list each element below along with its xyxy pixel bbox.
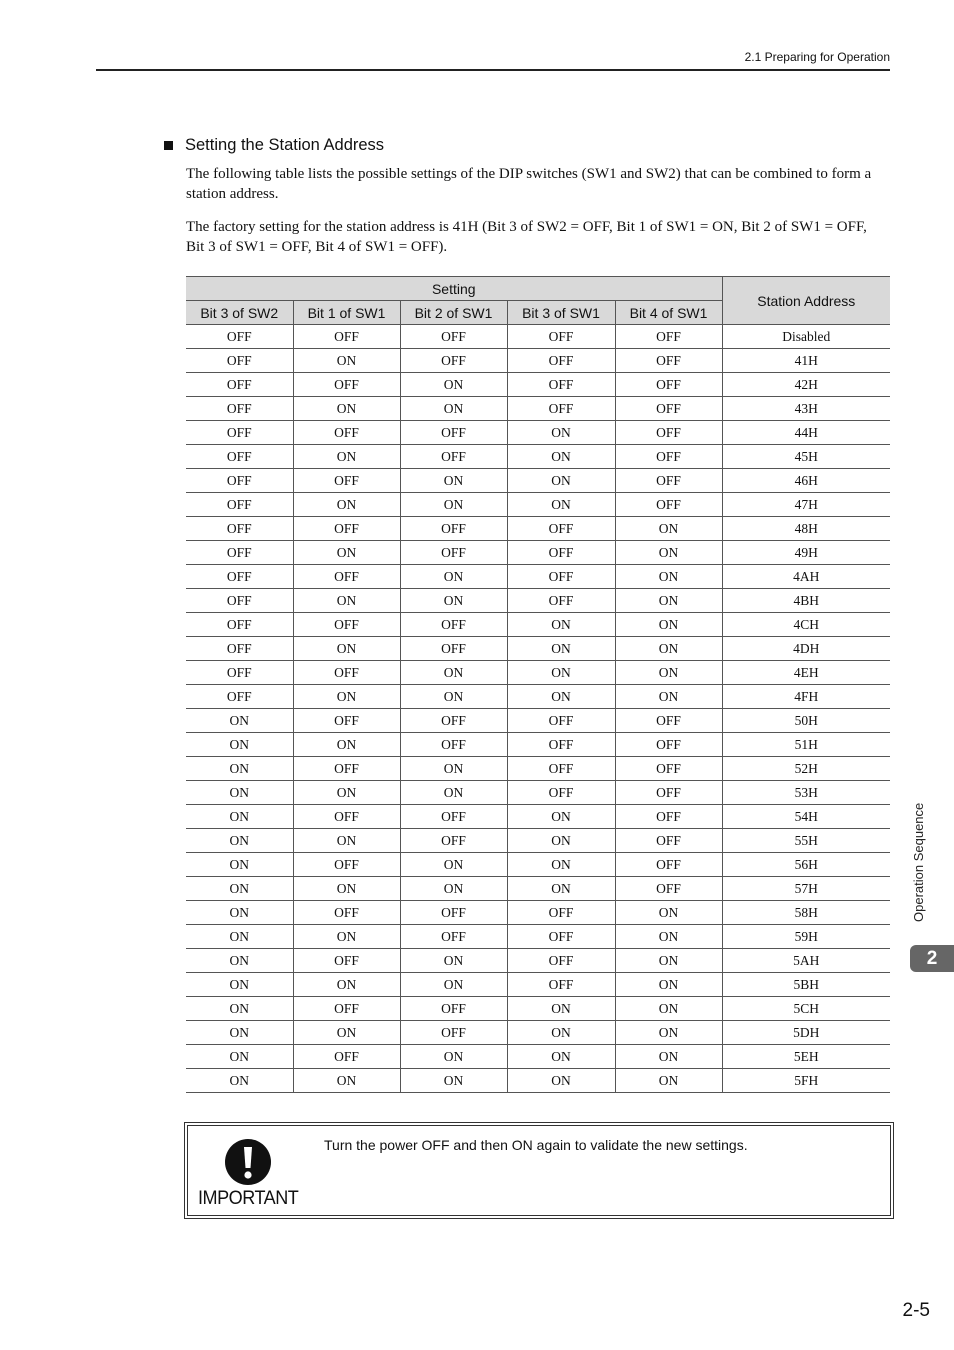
- switch-state-cell: OFF: [615, 829, 722, 853]
- table-row: [186, 781, 890, 805]
- switch-state-cell: OFF: [400, 829, 507, 853]
- switch-state-cell: OFF: [507, 325, 615, 349]
- table-row: [186, 373, 890, 397]
- switch-state-cell: OFF: [293, 901, 400, 925]
- switch-state-cell: OFF: [507, 901, 615, 925]
- switch-state-cell: OFF: [293, 757, 400, 781]
- header-rule: [96, 69, 890, 71]
- switch-state-cell: OFF: [293, 325, 400, 349]
- switch-state-cell: OFF: [186, 589, 293, 613]
- table-row: [186, 541, 890, 565]
- switch-state-cell: OFF: [186, 421, 293, 445]
- switch-state-cell: OFF: [186, 565, 293, 589]
- station-address-cell: 57H: [722, 877, 890, 901]
- station-address-cell: 49H: [722, 541, 890, 565]
- table-row: [186, 757, 890, 781]
- table-body: [186, 325, 890, 1093]
- switch-state-cell: OFF: [507, 973, 615, 997]
- switch-state-cell: ON: [400, 757, 507, 781]
- station-address-cell: 4AH: [722, 565, 890, 589]
- switch-state-cell: OFF: [186, 613, 293, 637]
- switch-state-cell: ON: [507, 853, 615, 877]
- running-header: 2.1 Preparing for Operation: [744, 50, 890, 64]
- station-address-table: [186, 276, 890, 1093]
- switch-state-cell: OFF: [400, 997, 507, 1021]
- switch-state-cell: OFF: [293, 613, 400, 637]
- switch-state-cell: ON: [186, 1045, 293, 1069]
- switch-state-cell: OFF: [507, 709, 615, 733]
- switch-state-cell: OFF: [615, 733, 722, 757]
- switch-state-cell: OFF: [293, 997, 400, 1021]
- switch-state-cell: OFF: [507, 949, 615, 973]
- switch-state-cell: OFF: [507, 397, 615, 421]
- switch-state-cell: OFF: [507, 517, 615, 541]
- table-row: [186, 397, 890, 421]
- station-address-cell: 4BH: [722, 589, 890, 613]
- switch-state-cell: OFF: [400, 541, 507, 565]
- square-bullet-icon: [164, 141, 173, 150]
- switch-state-cell: ON: [400, 493, 507, 517]
- station-address-cell: 4EH: [722, 661, 890, 685]
- switch-state-cell: OFF: [293, 517, 400, 541]
- table-row: [186, 1021, 890, 1045]
- switch-state-cell: OFF: [293, 853, 400, 877]
- switch-state-cell: ON: [293, 1069, 400, 1093]
- column-header: Bit 3 of SW2: [186, 301, 293, 325]
- switch-state-cell: OFF: [507, 565, 615, 589]
- setting-header: Setting: [186, 277, 722, 301]
- switch-state-cell: ON: [293, 733, 400, 757]
- table-row: [186, 925, 890, 949]
- switch-state-cell: OFF: [400, 709, 507, 733]
- switch-state-cell: OFF: [400, 805, 507, 829]
- switch-state-cell: ON: [293, 637, 400, 661]
- switch-state-cell: ON: [615, 637, 722, 661]
- switch-state-cell: ON: [507, 877, 615, 901]
- exclamation-icon: [224, 1138, 272, 1186]
- page-number: 2-5: [902, 1300, 930, 1321]
- switch-state-cell: OFF: [615, 805, 722, 829]
- column-header: Bit 1 of SW1: [293, 301, 400, 325]
- switch-state-cell: OFF: [400, 517, 507, 541]
- station-address-cell: 59H: [722, 925, 890, 949]
- switch-state-cell: ON: [615, 517, 722, 541]
- switch-state-cell: OFF: [507, 373, 615, 397]
- switch-state-cell: OFF: [507, 589, 615, 613]
- switch-state-cell: OFF: [293, 709, 400, 733]
- switch-state-cell: ON: [400, 685, 507, 709]
- table-row: [186, 901, 890, 925]
- switch-state-cell: ON: [615, 613, 722, 637]
- station-address-cell: 43H: [722, 397, 890, 421]
- switch-state-cell: ON: [615, 1069, 722, 1093]
- switch-state-cell: ON: [507, 685, 615, 709]
- switch-state-cell: ON: [507, 661, 615, 685]
- switch-state-cell: ON: [400, 565, 507, 589]
- switch-state-cell: OFF: [615, 757, 722, 781]
- switch-state-cell: OFF: [615, 349, 722, 373]
- table-row: [186, 853, 890, 877]
- switch-state-cell: ON: [186, 925, 293, 949]
- switch-state-cell: OFF: [293, 421, 400, 445]
- station-address-cell: 5CH: [722, 997, 890, 1021]
- station-address-cell: 45H: [722, 445, 890, 469]
- switch-state-cell: ON: [293, 973, 400, 997]
- switch-state-cell: ON: [400, 949, 507, 973]
- switch-state-cell: ON: [293, 589, 400, 613]
- switch-state-cell: ON: [186, 877, 293, 901]
- table-row: [186, 613, 890, 637]
- switch-state-cell: ON: [293, 925, 400, 949]
- switch-state-cell: OFF: [293, 805, 400, 829]
- switch-state-cell: OFF: [400, 613, 507, 637]
- table-row: [186, 829, 890, 853]
- station-address-cell: 48H: [722, 517, 890, 541]
- switch-state-cell: OFF: [186, 493, 293, 517]
- switch-state-cell: ON: [186, 709, 293, 733]
- switch-state-cell: OFF: [400, 421, 507, 445]
- switch-state-cell: OFF: [186, 685, 293, 709]
- table-row: [186, 325, 890, 349]
- switch-state-cell: ON: [507, 997, 615, 1021]
- station-address-cell: 51H: [722, 733, 890, 757]
- switch-state-cell: ON: [293, 349, 400, 373]
- station-address-cell: 4FH: [722, 685, 890, 709]
- station-address-cell: 5FH: [722, 1069, 890, 1093]
- station-address-cell: 56H: [722, 853, 890, 877]
- table-row: [186, 469, 890, 493]
- table-row: [186, 685, 890, 709]
- important-notice: [184, 1122, 894, 1219]
- table-row: [186, 949, 890, 973]
- important-label: IMPORTANT: [198, 1188, 299, 1209]
- switch-state-cell: OFF: [507, 757, 615, 781]
- switch-state-cell: ON: [615, 661, 722, 685]
- switch-state-cell: ON: [186, 829, 293, 853]
- table-row: [186, 1069, 890, 1093]
- switch-state-cell: OFF: [186, 373, 293, 397]
- switch-state-cell: ON: [615, 685, 722, 709]
- switch-state-cell: OFF: [186, 637, 293, 661]
- switch-state-cell: OFF: [615, 853, 722, 877]
- switch-state-cell: OFF: [400, 1021, 507, 1045]
- switch-state-cell: ON: [507, 805, 615, 829]
- switch-state-cell: ON: [507, 445, 615, 469]
- switch-state-cell: OFF: [615, 325, 722, 349]
- switch-state-cell: ON: [400, 589, 507, 613]
- switch-state-cell: OFF: [186, 445, 293, 469]
- station-address-cell: 50H: [722, 709, 890, 733]
- switch-state-cell: OFF: [615, 373, 722, 397]
- switch-state-cell: ON: [615, 541, 722, 565]
- column-header: Bit 2 of SW1: [400, 301, 507, 325]
- table-row: [186, 493, 890, 517]
- switch-state-cell: OFF: [293, 373, 400, 397]
- switch-state-cell: ON: [615, 973, 722, 997]
- switch-state-cell: ON: [615, 997, 722, 1021]
- switch-state-cell: OFF: [507, 733, 615, 757]
- switch-state-cell: OFF: [186, 469, 293, 493]
- switch-state-cell: ON: [507, 493, 615, 517]
- switch-state-cell: ON: [186, 949, 293, 973]
- switch-state-cell: OFF: [507, 541, 615, 565]
- switch-state-cell: ON: [293, 781, 400, 805]
- station-address-cell: 4DH: [722, 637, 890, 661]
- switch-state-cell: ON: [615, 901, 722, 925]
- switch-state-cell: OFF: [186, 517, 293, 541]
- switch-state-cell: ON: [186, 1021, 293, 1045]
- switch-state-cell: ON: [507, 637, 615, 661]
- switch-state-cell: OFF: [400, 445, 507, 469]
- switch-state-cell: ON: [293, 877, 400, 901]
- switch-state-cell: ON: [507, 469, 615, 493]
- switch-state-cell: OFF: [615, 709, 722, 733]
- table-row: [186, 445, 890, 469]
- station-address-cell: Disabled: [722, 325, 890, 349]
- table-row: [186, 1045, 890, 1069]
- switch-state-cell: OFF: [507, 349, 615, 373]
- table-row: [186, 349, 890, 373]
- switch-state-cell: OFF: [400, 349, 507, 373]
- switch-state-cell: OFF: [507, 925, 615, 949]
- station-address-cell: 41H: [722, 349, 890, 373]
- switch-state-cell: OFF: [293, 949, 400, 973]
- switch-state-cell: ON: [615, 565, 722, 589]
- switch-state-cell: ON: [186, 853, 293, 877]
- switch-state-cell: ON: [615, 589, 722, 613]
- switch-state-cell: ON: [400, 661, 507, 685]
- intro-paragraph: The following table lists the possible settings of the DIP switches (SW1 and SW2) that can be combined to form a station address.: [186, 166, 872, 202]
- switch-state-cell: ON: [186, 997, 293, 1021]
- switch-state-cell: OFF: [615, 781, 722, 805]
- switch-state-cell: OFF: [400, 925, 507, 949]
- chapter-side-label: Operation Sequence: [911, 802, 926, 922]
- switch-state-cell: OFF: [293, 661, 400, 685]
- switch-state-cell: ON: [293, 829, 400, 853]
- table-row: [186, 565, 890, 589]
- station-address-cell: 54H: [722, 805, 890, 829]
- switch-state-cell: ON: [186, 805, 293, 829]
- switch-state-cell: ON: [400, 877, 507, 901]
- switch-state-cell: OFF: [615, 397, 722, 421]
- switch-state-cell: ON: [400, 397, 507, 421]
- switch-state-cell: ON: [400, 973, 507, 997]
- switch-state-cell: ON: [293, 445, 400, 469]
- switch-state-cell: OFF: [400, 637, 507, 661]
- switch-state-cell: ON: [615, 949, 722, 973]
- switch-state-cell: ON: [293, 493, 400, 517]
- switch-state-cell: ON: [400, 1045, 507, 1069]
- table-row: [186, 973, 890, 997]
- station-address-cell: 42H: [722, 373, 890, 397]
- switch-state-cell: OFF: [615, 469, 722, 493]
- switch-state-cell: OFF: [186, 325, 293, 349]
- switch-state-cell: ON: [186, 733, 293, 757]
- switch-state-cell: OFF: [186, 349, 293, 373]
- table-row: [186, 805, 890, 829]
- switch-state-cell: ON: [293, 1021, 400, 1045]
- switch-state-cell: OFF: [400, 733, 507, 757]
- switch-state-cell: ON: [293, 397, 400, 421]
- section-heading-text: Setting the Station Address: [185, 136, 385, 154]
- station-address-header: Station Address: [722, 277, 890, 325]
- switch-state-cell: OFF: [507, 781, 615, 805]
- table-row: [186, 517, 890, 541]
- station-address-cell: 5EH: [722, 1045, 890, 1069]
- station-address-cell: 4CH: [722, 613, 890, 637]
- important-notice-inner: [187, 1125, 891, 1216]
- switch-state-cell: OFF: [293, 469, 400, 493]
- switch-state-cell: ON: [400, 1069, 507, 1093]
- important-text: Turn the power OFF and then ON again to validate the new settings.: [324, 1137, 748, 1153]
- station-address-cell: 5AH: [722, 949, 890, 973]
- switch-state-cell: OFF: [186, 541, 293, 565]
- station-address-cell: 5DH: [722, 1021, 890, 1045]
- switch-state-cell: ON: [615, 1021, 722, 1045]
- switch-state-cell: OFF: [615, 877, 722, 901]
- table-row: [186, 877, 890, 901]
- switch-state-cell: ON: [507, 613, 615, 637]
- station-address-cell: 53H: [722, 781, 890, 805]
- switch-state-cell: ON: [400, 853, 507, 877]
- switch-state-cell: ON: [186, 757, 293, 781]
- switch-state-cell: ON: [186, 1069, 293, 1093]
- switch-state-cell: ON: [400, 781, 507, 805]
- station-address-cell: 58H: [722, 901, 890, 925]
- switch-state-cell: ON: [400, 469, 507, 493]
- column-header: Bit 4 of SW1: [615, 301, 722, 325]
- switch-state-cell: OFF: [615, 445, 722, 469]
- station-address-cell: 44H: [722, 421, 890, 445]
- station-address-cell: 47H: [722, 493, 890, 517]
- switch-state-cell: OFF: [186, 397, 293, 421]
- table-row: [186, 997, 890, 1021]
- table-row: [186, 733, 890, 757]
- switch-state-cell: OFF: [400, 325, 507, 349]
- switch-state-cell: ON: [186, 781, 293, 805]
- station-address-cell: 52H: [722, 757, 890, 781]
- station-address-cell: 46H: [722, 469, 890, 493]
- switch-state-cell: OFF: [615, 493, 722, 517]
- switch-state-cell: ON: [507, 829, 615, 853]
- chapter-tab[interactable]: 2: [910, 945, 954, 972]
- switch-state-cell: OFF: [400, 901, 507, 925]
- switch-state-cell: OFF: [186, 661, 293, 685]
- switch-state-cell: ON: [400, 373, 507, 397]
- switch-state-cell: ON: [615, 925, 722, 949]
- section-heading: [164, 136, 384, 155]
- station-address-cell: 55H: [722, 829, 890, 853]
- switch-state-cell: ON: [507, 421, 615, 445]
- switch-state-cell: OFF: [293, 565, 400, 589]
- switch-state-cell: ON: [186, 901, 293, 925]
- column-header: Bit 3 of SW1: [507, 301, 615, 325]
- switch-state-cell: ON: [507, 1069, 615, 1093]
- table-row: [186, 589, 890, 613]
- switch-state-cell: ON: [293, 685, 400, 709]
- switch-state-cell: ON: [615, 1045, 722, 1069]
- switch-state-cell: ON: [186, 973, 293, 997]
- switch-state-cell: ON: [293, 541, 400, 565]
- switch-state-cell: ON: [507, 1021, 615, 1045]
- switch-state-cell: ON: [507, 1045, 615, 1069]
- table-row: [186, 709, 890, 733]
- table-row: [186, 661, 890, 685]
- switch-state-cell: OFF: [615, 421, 722, 445]
- table-row: [186, 637, 890, 661]
- factory-setting-paragraph: The factory setting for the station address is 41H (Bit 3 of SW2 = OFF, Bit 1 of SW1 = ON, Bit 2 of SW1 = OFF, Bit 3 of SW1 = OFF, Bit 4 of SW1 = OFF).: [186, 219, 867, 255]
- switch-state-cell: OFF: [293, 1045, 400, 1069]
- table-row: [186, 421, 890, 445]
- station-address-cell: 5BH: [722, 973, 890, 997]
